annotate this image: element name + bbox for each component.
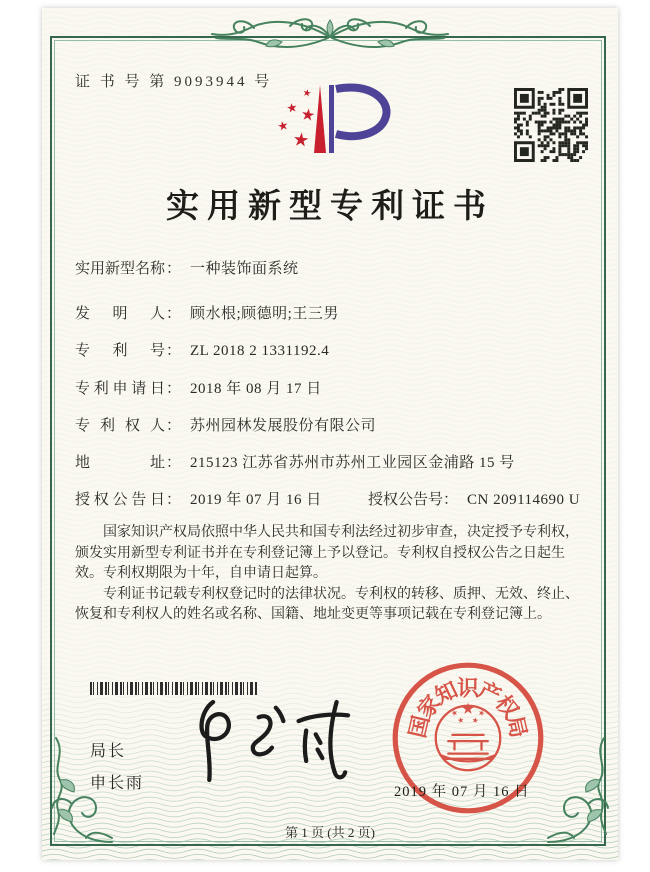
legal-paragraph: 国家知识产权局依照中华人民共和国专利法经过初步审查，决定授予专利权，颁发实用新型专利证书并在专利登记簿上予以登记。专利权自授权公告之日起生效。专利权期限为十年，自申请日起算。 xyxy=(75,525,579,581)
certificate-page xyxy=(42,8,618,860)
field-value: 一种装饰面系统 xyxy=(190,261,299,277)
field-label: 实用新型名称 xyxy=(75,261,166,277)
field-row-patent-number: 专利号： ZL 2018 2 1331192.4 xyxy=(75,339,329,360)
field-label: 授权公告日 xyxy=(75,492,165,508)
certificate-title: 实用新型专利证书 xyxy=(166,189,494,225)
field-row-address: 地址： 215123 江苏省苏州市苏州工业园区金浦路 15 号 xyxy=(75,451,515,472)
svg-text:国: 国 xyxy=(404,713,434,741)
field-label: 地址 xyxy=(75,455,165,471)
field-value: 2018 年 08 月 17 日 xyxy=(190,381,322,397)
qr-code xyxy=(512,88,590,162)
certificate-number: 证 书 号 第 9093944 号 xyxy=(75,74,273,90)
signer-name: 申长雨 xyxy=(90,775,145,792)
field-value: 顾水根;顾德明;王三男 xyxy=(190,306,339,322)
field-row-inventors: 发明人： 顾水根;顾德明;王三男 xyxy=(75,302,339,323)
legal-body-text xyxy=(75,523,587,626)
field-grant-publication-number: 授权公告号： CN 209114690 U xyxy=(368,492,581,508)
field-value: 215123 江苏省苏州市苏州工业园区金浦路 15 号 xyxy=(190,455,515,471)
svg-text:知: 知 xyxy=(431,676,462,709)
field-value: 苏州园林发展股份有限公司 xyxy=(190,418,377,434)
svg-text:产: 产 xyxy=(474,676,505,709)
field-row-filing-date: 专利申请日： 2018 年 08 月 17 日 xyxy=(75,377,322,398)
svg-text:局: 局 xyxy=(502,713,532,741)
svg-text:权: 权 xyxy=(490,690,524,724)
field-value: 2019 年 07 月 16 日 xyxy=(190,492,322,508)
field-label: 授权公告号 xyxy=(368,492,444,508)
field-label: 专利号 xyxy=(75,343,165,359)
svg-text:识: 识 xyxy=(457,675,479,701)
field-value: CN 209114690 U xyxy=(467,492,581,508)
signer-title: 局长 xyxy=(90,743,127,760)
field-row-patentee: 专利权人： 苏州园林发展股份有限公司 xyxy=(75,414,376,435)
field-value: ZL 2018 2 1331192.4 xyxy=(190,343,330,359)
seal-date: 2019 年 07 月 16 日 xyxy=(394,784,530,800)
field-label: 专利权人 xyxy=(75,418,165,434)
field-row-name: 实用新型名称： 一种装饰面系统 xyxy=(75,257,299,278)
field-row-grant-date: 授权公告日： 2019 年 07 月 16 日 授权公告号： CN 209114690 U xyxy=(75,488,615,509)
cnipa-logo-icon xyxy=(270,80,400,172)
page-number-footer: 第 1 页 (共 2 页) xyxy=(285,825,375,840)
svg-text:家: 家 xyxy=(412,690,446,724)
legal-paragraph: 专利证书记载专利权登记时的法律状况。专利权的转移、质押、无效、终止、恢复和专利权人的姓名或名称、国籍、地址变更等事项记载在专利登记簿上。 xyxy=(75,586,579,622)
field-label: 专利申请日 xyxy=(75,381,165,397)
field-label: 发明人 xyxy=(75,306,165,322)
handwritten-signature xyxy=(177,686,367,796)
